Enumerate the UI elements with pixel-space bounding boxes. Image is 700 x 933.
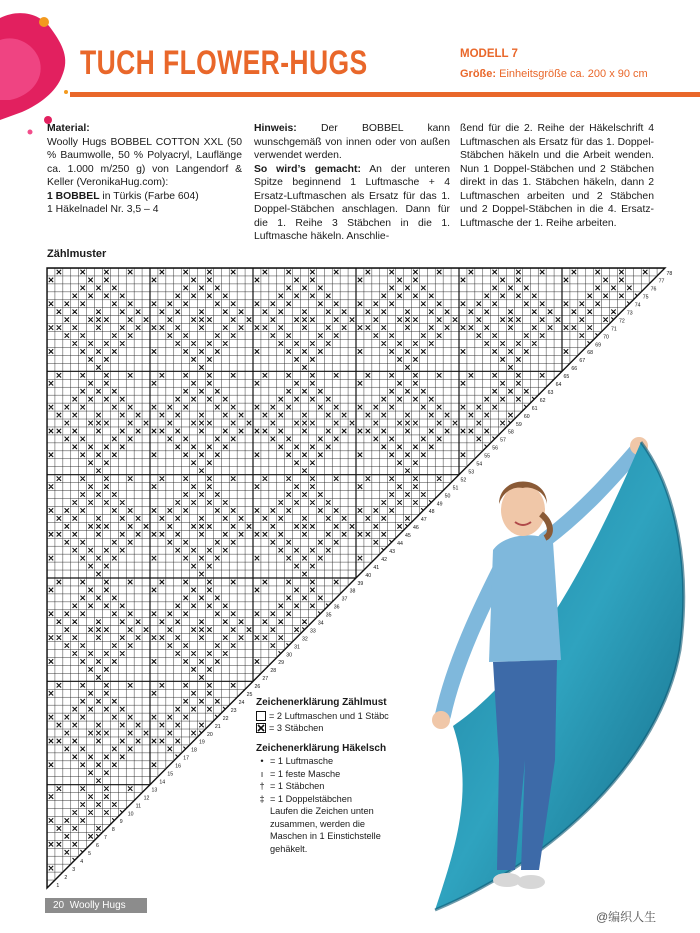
legend-sym-tr-text: = 1 Doppelstäbchen bbox=[270, 793, 352, 804]
row-label: 42 bbox=[381, 556, 388, 563]
row-label: 47 bbox=[420, 517, 427, 524]
row-label: 16 bbox=[175, 763, 182, 770]
instructions-label: So wird’s gemacht: bbox=[254, 163, 361, 175]
row-label: 9 bbox=[119, 819, 123, 826]
legend-item-empty bbox=[256, 710, 401, 723]
row-label: 21 bbox=[214, 723, 221, 730]
row-label: 78 bbox=[666, 270, 673, 277]
row-label: 26 bbox=[254, 684, 261, 691]
row-label: 73 bbox=[626, 310, 633, 317]
legend bbox=[256, 697, 401, 855]
row-label: 60 bbox=[523, 413, 530, 420]
legend-sym-sc bbox=[256, 768, 401, 781]
row-label: 38 bbox=[349, 588, 356, 595]
row-label: 68 bbox=[587, 350, 594, 357]
row-label: 22 bbox=[222, 715, 229, 722]
row-label: 2 bbox=[64, 874, 68, 881]
row-label: 32 bbox=[302, 636, 308, 643]
row-label: 52 bbox=[460, 477, 467, 484]
chain-dot-icon: • bbox=[260, 756, 264, 766]
row-label: 29 bbox=[278, 660, 285, 667]
row-label: 70 bbox=[603, 334, 609, 341]
row-label: 55 bbox=[484, 453, 491, 460]
empty-box-icon bbox=[256, 711, 266, 721]
row-label: 28 bbox=[270, 668, 277, 675]
size-label: Größe: bbox=[460, 68, 497, 80]
legend-sym-dc-text: = 1 Stäbchen bbox=[270, 781, 325, 791]
legend-note: Laufen die Zeichen unten zusammen, werden die Maschen in 1 Einstichstelle gehäkelt. bbox=[270, 806, 381, 854]
row-label: 14 bbox=[159, 779, 166, 786]
row-label: 48 bbox=[428, 509, 435, 516]
row-label: 24 bbox=[238, 699, 245, 706]
row-label: 36 bbox=[333, 604, 340, 611]
legend-sym-chain bbox=[256, 755, 401, 768]
single-crochet-icon: ı bbox=[260, 768, 264, 779]
row-label: 15 bbox=[167, 771, 174, 778]
instructions-text-2: ßend für die 2. Reihe der Häkelschrift 4 Luftmaschen als Ersatz für das 1. Doppel-Stäbchen häkeln und die Arbeit wenden. Nun 1 Doppel-Stäbchen und 2 Stäbchen direkt in das 1. Stäbchen häkeln, dann 2 Luftmaschen arbeiten und 2 Stäbchen und 2 Doppel-Stäbchen in die 4. Ersatz-Luftmasche der 1. Reihe arbeiten. bbox=[460, 123, 654, 229]
row-label: 46 bbox=[412, 525, 419, 532]
row-label: 77 bbox=[658, 278, 665, 285]
row-label: 76 bbox=[650, 286, 657, 293]
row-label: 69 bbox=[595, 342, 601, 349]
row-label: 63 bbox=[547, 389, 554, 396]
row-label: 10 bbox=[127, 811, 134, 818]
row-label: 74 bbox=[634, 302, 641, 309]
row-label: 72 bbox=[618, 318, 625, 325]
row-label: 5 bbox=[88, 851, 92, 858]
material-label: Material: bbox=[47, 123, 90, 134]
needle-text: 1 Häkelnadel Nr. 3,5 – 4 bbox=[47, 204, 159, 215]
row-label: 51 bbox=[452, 485, 459, 492]
watermark: @编织人生 bbox=[596, 910, 657, 924]
row-label: 3 bbox=[72, 866, 76, 873]
chart-title: Zählmuster bbox=[47, 248, 107, 260]
row-label: 23 bbox=[230, 707, 237, 714]
row-label: 12 bbox=[143, 795, 150, 802]
legend-title-symbols: Zeichenerklärung Häkelsch bbox=[256, 742, 387, 754]
legend-sym-dc bbox=[256, 780, 401, 793]
legend-sym-sc-text: = 1 feste Masche bbox=[270, 768, 341, 779]
legend-sym-tr bbox=[256, 793, 401, 806]
row-label: 31 bbox=[294, 644, 300, 651]
row-label: 45 bbox=[405, 533, 411, 540]
row-label: 33 bbox=[309, 628, 316, 635]
row-label: 40 bbox=[365, 572, 372, 579]
row-label: 53 bbox=[468, 469, 475, 476]
row-label: 18 bbox=[191, 747, 197, 754]
double-crochet-icon: † bbox=[259, 781, 265, 791]
material-text: Woolly Hugs BOBBEL COTTON XXL (50 % Baumwolle, 50 % Polyacryl, Lauflänge ca. 1.000 m/250 g) von Langendorf & Keller (VeronikaHug.com): bbox=[47, 136, 242, 188]
page-title: TUCH FLOWER-HUGS bbox=[80, 44, 368, 82]
row-label: 71 bbox=[611, 326, 617, 333]
row-label: 59 bbox=[515, 421, 522, 428]
row-label: 34 bbox=[317, 620, 324, 627]
row-label: 62 bbox=[539, 397, 546, 404]
row-label: 7 bbox=[103, 835, 107, 842]
row-label: 67 bbox=[579, 358, 586, 365]
row-label: 43 bbox=[389, 548, 395, 555]
row-label: 8 bbox=[111, 827, 115, 834]
treble-crochet-icon: ‡ bbox=[259, 793, 265, 804]
row-label: 17 bbox=[183, 755, 189, 762]
row-label: 35 bbox=[325, 612, 332, 619]
bobbel-rest: in Türkis (Farbe 604) bbox=[99, 190, 199, 202]
row-label: 54 bbox=[476, 461, 483, 468]
legend-sym-chain-text: = 1 Luftmasche bbox=[270, 756, 334, 766]
x-box-icon bbox=[256, 723, 266, 733]
row-label: 37 bbox=[341, 596, 348, 603]
row-label: 13 bbox=[151, 787, 158, 794]
legend-item-empty-text: = 2 Luftmaschen und 1 Stäbc bbox=[269, 710, 389, 721]
row-label: 19 bbox=[199, 739, 205, 746]
row-label: 56 bbox=[492, 445, 498, 452]
row-label: 20 bbox=[206, 731, 213, 738]
row-label: 50 bbox=[444, 493, 451, 500]
row-label: 41 bbox=[373, 564, 380, 571]
footer-brand: Woolly Hugs bbox=[69, 900, 126, 911]
model-number: MODELL 7 bbox=[460, 48, 518, 60]
row-label: 61 bbox=[531, 405, 538, 412]
hinweis-label: Hinweis: bbox=[254, 123, 297, 134]
row-label: 49 bbox=[436, 501, 443, 508]
page-footer bbox=[45, 898, 147, 913]
row-label: 58 bbox=[508, 429, 514, 436]
legend-title-chart: Zeichenerklärung Zählmust bbox=[256, 697, 387, 708]
row-label: 11 bbox=[135, 803, 142, 810]
bobbel-bold: 1 BOBBEL bbox=[47, 190, 100, 202]
row-label: 6 bbox=[96, 843, 99, 850]
size-value: Einheitsgröße ca. 200 x 90 cm bbox=[499, 68, 648, 80]
row-label: 39 bbox=[357, 580, 364, 587]
row-label: 1 bbox=[56, 882, 60, 889]
legend-item-x-text: = 3 Stäbchen bbox=[269, 723, 324, 733]
row-label: 4 bbox=[80, 858, 84, 865]
row-label: 57 bbox=[500, 437, 506, 444]
row-label: 65 bbox=[563, 374, 570, 381]
legend-item-x bbox=[256, 722, 401, 735]
page-number: 20 bbox=[53, 900, 65, 911]
hinweis-text: Der BOBBEL kann wunschgemäß von innen oder von außen verwendet werden. bbox=[254, 123, 450, 161]
model-photo bbox=[412, 430, 700, 925]
row-label: 44 bbox=[397, 541, 403, 548]
row-label: 66 bbox=[571, 366, 578, 373]
row-label: 75 bbox=[642, 294, 649, 301]
row-label: 27 bbox=[262, 676, 269, 683]
row-label: 30 bbox=[286, 652, 292, 659]
row-label: 64 bbox=[555, 382, 562, 389]
row-label: 25 bbox=[246, 692, 253, 699]
instructions-text-1: An der unteren Spitze beginnend 1 Luftmasche + 4 Ersatz-Luftmaschen als Ersatz für das 1. Doppel-Stäbchen anschlagen. Dann für die 1. Reihe 3 Stäbchen in die 1. Luftmasche häkeln. Anschlie- bbox=[254, 163, 450, 242]
